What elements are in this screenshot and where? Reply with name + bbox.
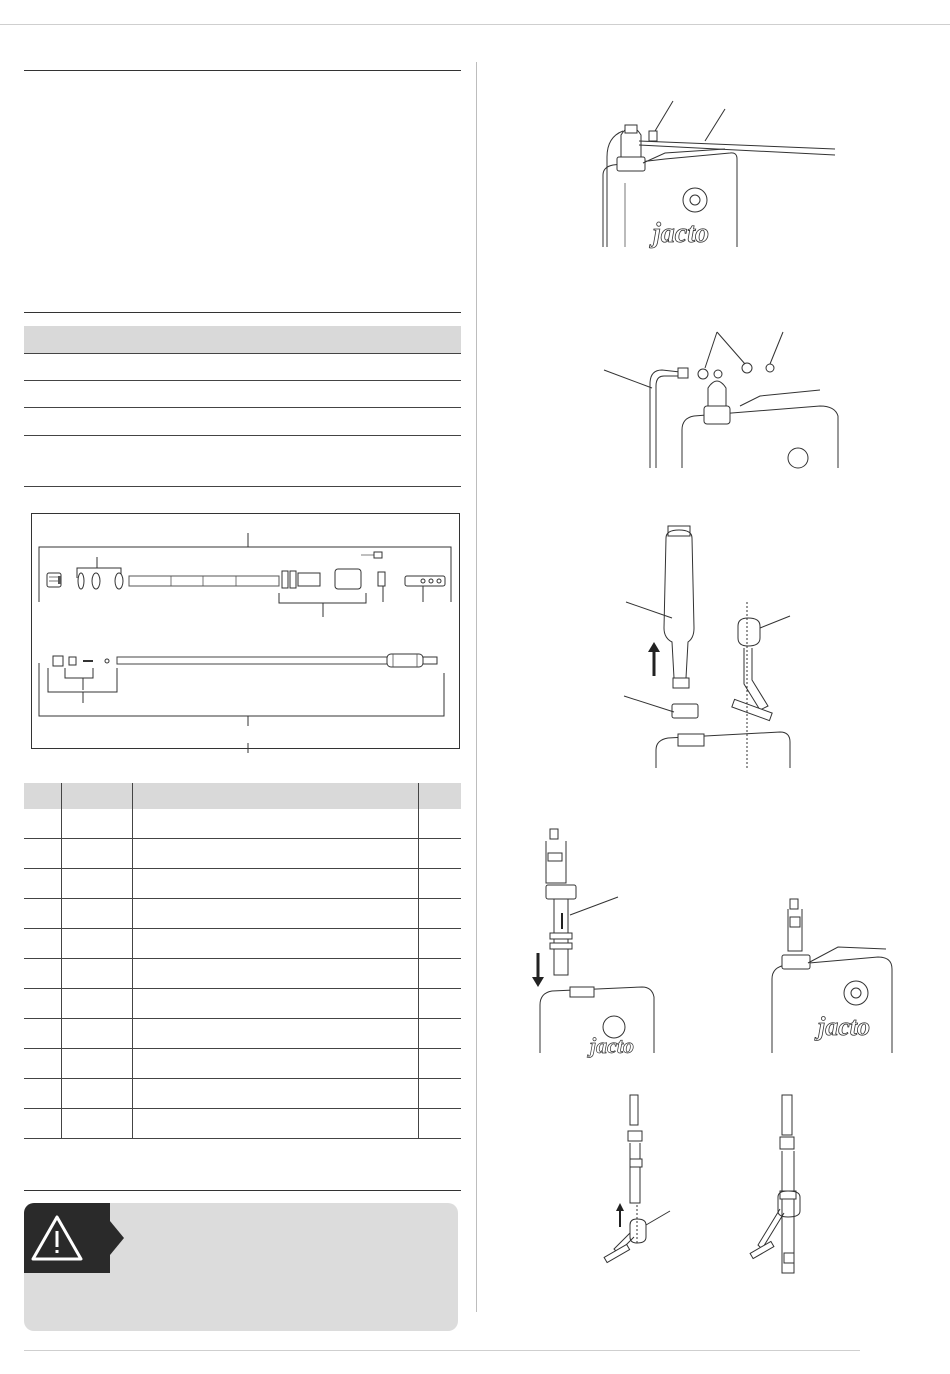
table-row (24, 1049, 461, 1079)
brand-logo-text: jacto (653, 218, 709, 249)
illustration-pump-removal (620, 518, 800, 768)
table-row (24, 1019, 461, 1049)
section-rule-2 (24, 312, 461, 313)
parts-table (24, 783, 461, 1139)
table-row (24, 869, 461, 899)
col-item (24, 783, 61, 809)
top-page-rule (0, 24, 950, 25)
spec-row-line (24, 435, 461, 436)
warning-triangle-icon (24, 1203, 110, 1273)
spec-row-line (24, 407, 461, 408)
warning-icon-pointer (110, 1221, 124, 1255)
spec-row-line (24, 486, 461, 487)
bottom-page-rule (24, 1350, 860, 1351)
table-row (24, 929, 461, 959)
col-qty (418, 783, 461, 809)
spec-table-header (24, 326, 461, 353)
illustration-pump-insertion (530, 825, 660, 1058)
nozzle-cap-part (47, 573, 61, 587)
brand-logo-text: jacto (818, 1012, 870, 1041)
brand-logo-text: jacto (590, 1033, 634, 1058)
illustration-pump-installed (768, 895, 896, 1053)
table-row (24, 899, 461, 929)
table-row (24, 959, 461, 989)
illustration-hose-fittings (600, 328, 845, 468)
table-row (24, 1079, 461, 1109)
section-rule-warning (24, 1190, 461, 1191)
spec-row-line (24, 380, 461, 381)
table-row (24, 1109, 461, 1139)
table-row (24, 809, 461, 839)
table-row (24, 839, 461, 869)
col-description (132, 783, 418, 809)
column-separator (476, 62, 477, 1312)
table-row (24, 989, 461, 1019)
warning-box (24, 1203, 458, 1331)
section-rule-top (24, 70, 461, 71)
spec-row-line (24, 353, 461, 354)
exploded-parts-diagram (31, 513, 460, 750)
illustration-tool-attached (748, 1093, 818, 1273)
illustration-hose-removal (595, 97, 835, 249)
illustration-tool-engage (600, 1093, 680, 1273)
col-code (61, 783, 132, 809)
